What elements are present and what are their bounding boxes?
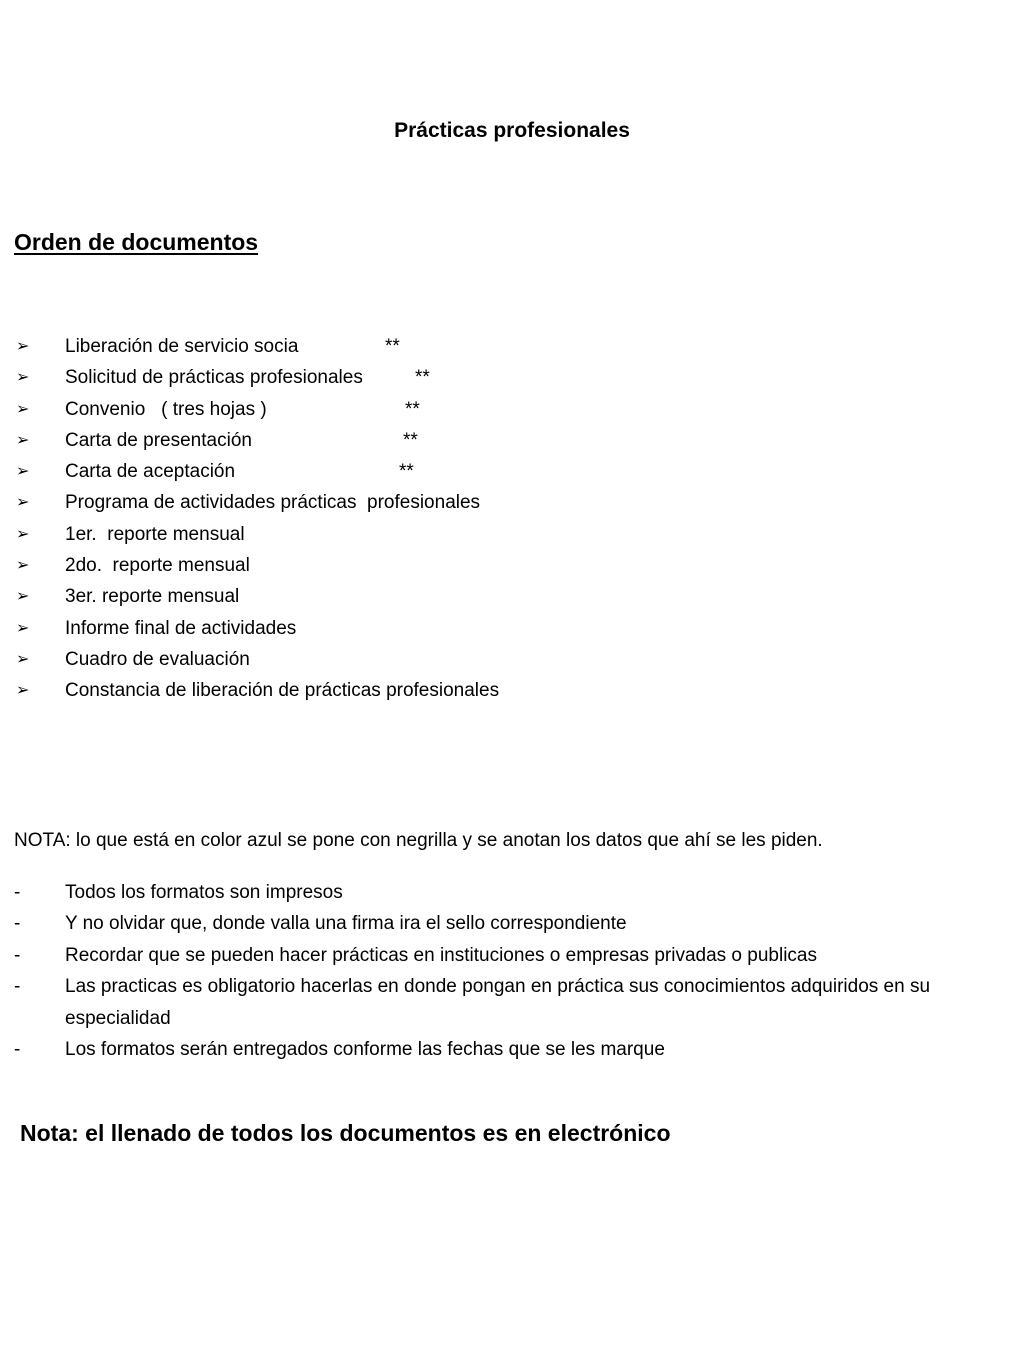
arrow-bullet-icon: ➢ [16,650,30,668]
list-item [14,519,245,550]
rule-text: Recordar que se pueden hacer prácticas en instituciones o empresas privadas o publicas [65,944,817,966]
required-mark: ** [405,398,420,420]
list-item [14,331,400,362]
document-label: Carta de presentación [65,429,252,451]
rules-list [14,877,1010,1065]
list-item [14,971,1010,1034]
list-item [14,644,250,675]
dash-bullet-icon: - [14,976,21,998]
required-mark: ** [385,336,400,357]
document-label: Carta de aceptación [65,461,236,483]
final-note: Nota: el llenado de todos los documentos es en electrónico [20,1120,671,1146]
dash-bullet-icon: - [14,913,21,935]
documents-list [14,331,500,707]
document-label: Cuadro de evaluación [65,648,250,670]
document-label: 1er. reporte mensual [65,523,245,545]
document-label: 3er. reporte mensual [65,586,240,608]
list-item [14,394,420,425]
document-label: Programa de actividades prácticas profesionales [65,492,481,514]
required-mark: ** [415,367,430,389]
list-item [14,581,240,612]
list-item [14,613,297,644]
rule-text: Las practicas es obligatorio hacerlas en donde pongan en práctica sus conocimientos adquiridos en su especialidad [65,976,931,1029]
list-item [14,908,1010,939]
arrow-bullet-icon: ➢ [16,494,30,512]
note-text: NOTA: lo que está en color azul se pone con negrilla y se anotan los datos que ahí se les piden. [14,830,823,851]
arrow-bullet-icon: ➢ [16,369,30,387]
arrow-bullet-icon: ➢ [16,525,30,543]
required-mark: ** [399,461,414,483]
document-label: Solicitud de prácticas profesionales [65,367,363,389]
arrow-bullet-icon: ➢ [16,619,30,637]
dash-bullet-icon: - [14,944,21,966]
required-mark: ** [403,429,418,451]
page-title: Prácticas profesionales [394,119,630,142]
list-item [14,550,250,581]
document-label: Convenio ( tres hojas ) [65,398,267,420]
document-label: Informe final de actividades [65,617,297,639]
dash-bullet-icon: - [14,882,21,903]
arrow-bullet-icon: ➢ [16,400,30,418]
document-label: Constancia de liberación de prácticas profesionales [65,680,500,702]
rule-text: Todos los formatos son impresos [65,882,343,903]
rule-text: Los formatos serán entregados conforme las fechas que se les marque [65,1039,665,1061]
list-item [14,425,418,456]
arrow-bullet-icon: ➢ [16,463,30,481]
document-label: Liberación de servicio socia [65,336,299,357]
list-item [14,877,1010,908]
arrow-bullet-icon: ➢ [16,682,30,700]
list-item [14,940,1010,971]
list-item [14,1034,1010,1065]
dash-bullet-icon: - [14,1039,21,1061]
arrow-bullet-icon: ➢ [16,588,30,606]
arrow-bullet-icon: ➢ [16,338,30,355]
document-label: 2do. reporte mensual [65,555,250,577]
arrow-bullet-icon: ➢ [16,431,30,449]
section-heading: Orden de documentos [14,229,259,255]
rule-text: Y no olvidar que, donde valla una firma ira el sello correspondiente [65,913,627,935]
list-item [14,675,500,706]
list-item [14,487,481,518]
list-item [14,362,430,393]
arrow-bullet-icon: ➢ [16,557,30,575]
list-item [14,456,414,487]
